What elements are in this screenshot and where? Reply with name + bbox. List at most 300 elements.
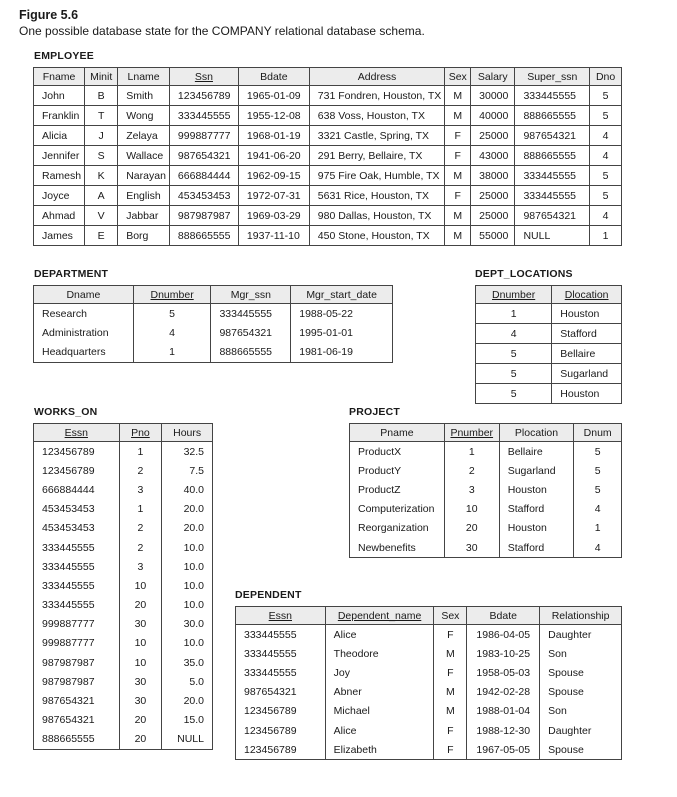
- table-cell: 55000: [471, 226, 515, 246]
- table-cell: 25000: [471, 186, 515, 206]
- table-cell: 987987987: [169, 206, 238, 226]
- table-cell: 1: [119, 500, 162, 519]
- table-row: [476, 344, 622, 364]
- table-cell: 333445555: [34, 538, 120, 557]
- project-table: [349, 423, 622, 558]
- table-cell: 20: [119, 596, 162, 615]
- table-cell: Spouse: [540, 740, 622, 760]
- table-cell: 10.0: [162, 538, 213, 557]
- table-cell: 987654321: [34, 711, 120, 730]
- table-cell: Houston: [499, 480, 574, 499]
- table-cell: 1955-12-08: [238, 106, 309, 126]
- table-row: [34, 206, 622, 226]
- table-cell: 35.0: [162, 653, 213, 672]
- table-cell: 2: [119, 538, 162, 557]
- table-cell: Smith: [118, 86, 170, 106]
- table-cell: M: [445, 166, 471, 186]
- table-cell: 333445555: [515, 186, 590, 206]
- table-cell: 3: [444, 480, 499, 499]
- table-cell: 333445555: [236, 644, 326, 663]
- table-cell: A: [85, 186, 118, 206]
- table-cell: 40.0: [162, 480, 213, 499]
- table-cell: 888665555: [211, 342, 291, 362]
- table-cell: 123456789: [34, 442, 120, 462]
- table-cell: 1988-01-04: [467, 702, 540, 721]
- table-cell: 5: [476, 344, 552, 364]
- table-cell: 1941-06-20: [238, 146, 309, 166]
- table-row: [236, 702, 622, 721]
- column-header: Dnum: [574, 424, 622, 442]
- table-cell: Headquarters: [34, 342, 134, 362]
- table-cell: Administration: [34, 323, 134, 342]
- table-row: [34, 576, 213, 595]
- table-row: [34, 730, 213, 750]
- table-row: [34, 634, 213, 653]
- table-cell: Sugarland: [552, 364, 622, 384]
- table-cell: 1: [574, 519, 622, 538]
- table-cell: B: [85, 86, 118, 106]
- column-header: Super_ssn: [515, 68, 590, 86]
- table-cell: 20.0: [162, 519, 213, 538]
- table-cell: 1942-02-28: [467, 683, 540, 702]
- table-cell: 888665555: [515, 106, 590, 126]
- table-cell: Alice: [325, 721, 434, 740]
- table-cell: F: [445, 186, 471, 206]
- table-cell: 7.5: [162, 461, 213, 480]
- column-header: Dnumber: [476, 286, 552, 304]
- table-cell: 975 Fire Oak, Humble, TX: [309, 166, 445, 186]
- table-cell: 10: [444, 500, 499, 519]
- table-cell: J: [85, 126, 118, 146]
- table-cell: 333445555: [236, 625, 326, 645]
- table-cell: 1983-10-25: [467, 644, 540, 663]
- table-cell: 40000: [471, 106, 515, 126]
- column-header: Essn: [34, 424, 120, 442]
- table-cell: 1937-11-10: [238, 226, 309, 246]
- table-cell: 638 Voss, Houston, TX: [309, 106, 445, 126]
- table-row: [350, 538, 622, 558]
- table-cell: Newbenefits: [350, 538, 445, 558]
- table-cell: F: [445, 146, 471, 166]
- table-cell: Houston: [552, 384, 622, 404]
- table-cell: 5: [590, 106, 622, 126]
- table-cell: Joyce: [34, 186, 85, 206]
- table-cell: Borg: [118, 226, 170, 246]
- table-cell: 666884444: [169, 166, 238, 186]
- table-cell: 5: [590, 166, 622, 186]
- table-cell: 1995-01-01: [291, 323, 393, 342]
- table-cell: 1: [476, 304, 552, 324]
- table-cell: 3: [119, 480, 162, 499]
- table-cell: 4: [476, 324, 552, 344]
- table-cell: 1: [119, 442, 162, 462]
- column-header: Essn: [236, 607, 326, 625]
- table-cell: 987654321: [169, 146, 238, 166]
- column-header: Dno: [590, 68, 622, 86]
- table-cell: M: [434, 702, 467, 721]
- department-table-title: DEPARTMENT: [34, 268, 109, 280]
- table-cell: 333445555: [34, 596, 120, 615]
- table-cell: 1: [444, 442, 499, 462]
- table-row: [476, 324, 622, 344]
- table-cell: 1958-05-03: [467, 663, 540, 682]
- table-cell: 453453453: [34, 500, 120, 519]
- table-cell: 10: [119, 634, 162, 653]
- table-cell: 20: [119, 711, 162, 730]
- column-header: Salary: [471, 68, 515, 86]
- table-cell: E: [85, 226, 118, 246]
- table-cell: 38000: [471, 166, 515, 186]
- table-cell: 333445555: [169, 106, 238, 126]
- table-cell: Spouse: [540, 663, 622, 682]
- table-cell: 333445555: [515, 166, 590, 186]
- table-cell: 1: [133, 342, 211, 362]
- table-cell: M: [445, 226, 471, 246]
- table-cell: 123456789: [236, 721, 326, 740]
- table-cell: 123456789: [236, 740, 326, 760]
- table-cell: 453453453: [34, 519, 120, 538]
- table-row: [350, 480, 622, 499]
- table-cell: 980 Dallas, Houston, TX: [309, 206, 445, 226]
- column-header: Mgr_ssn: [211, 286, 291, 304]
- employee-table-title: EMPLOYEE: [34, 50, 94, 62]
- table-cell: 4: [574, 538, 622, 558]
- table-cell: 5.0: [162, 672, 213, 691]
- table-cell: M: [445, 106, 471, 126]
- table-cell: John: [34, 86, 85, 106]
- table-cell: Daughter: [540, 625, 622, 645]
- table-cell: 5: [476, 384, 552, 404]
- table-cell: 30: [119, 691, 162, 710]
- table-cell: 5: [590, 186, 622, 206]
- table-cell: 123456789: [34, 461, 120, 480]
- table-cell: Computerization: [350, 500, 445, 519]
- table-cell: English: [118, 186, 170, 206]
- table-cell: James: [34, 226, 85, 246]
- employee-table: [33, 67, 622, 246]
- table-cell: Stafford: [499, 500, 574, 519]
- table-cell: 987654321: [211, 323, 291, 342]
- table-cell: Stafford: [499, 538, 574, 558]
- table-cell: Bellaire: [499, 442, 574, 462]
- header-row: [34, 286, 393, 304]
- column-header: Relationship: [540, 607, 622, 625]
- table-cell: 10.0: [162, 576, 213, 595]
- table-cell: 5: [574, 480, 622, 499]
- table-cell: Wong: [118, 106, 170, 126]
- table-cell: F: [434, 663, 467, 682]
- column-header: Hours: [162, 424, 213, 442]
- table-cell: 4: [574, 500, 622, 519]
- table-cell: 10.0: [162, 557, 213, 576]
- column-header: Lname: [118, 68, 170, 86]
- table-row: [34, 653, 213, 672]
- table-cell: ProductZ: [350, 480, 445, 499]
- table-cell: 123456789: [236, 702, 326, 721]
- table-cell: 453453453: [169, 186, 238, 206]
- table-cell: 1968-01-19: [238, 126, 309, 146]
- table-row: [34, 557, 213, 576]
- table-cell: 291 Berry, Bellaire, TX: [309, 146, 445, 166]
- table-cell: 987654321: [515, 126, 590, 146]
- table-cell: 1972-07-31: [238, 186, 309, 206]
- table-cell: 987987987: [34, 653, 120, 672]
- column-header: Pname: [350, 424, 445, 442]
- table-cell: Ahmad: [34, 206, 85, 226]
- table-row: [34, 442, 213, 462]
- table-cell: 5: [574, 461, 622, 480]
- header-row: [476, 286, 622, 304]
- column-header: Dnumber: [133, 286, 211, 304]
- table-cell: 25000: [471, 126, 515, 146]
- table-cell: 10.0: [162, 634, 213, 653]
- table-cell: 888665555: [169, 226, 238, 246]
- table-cell: 4: [133, 323, 211, 342]
- table-row: [34, 461, 213, 480]
- table-cell: 3321 Castle, Spring, TX: [309, 126, 445, 146]
- department-table: [33, 285, 393, 363]
- table-row: [34, 342, 393, 362]
- table-row: [350, 519, 622, 538]
- table-cell: Bellaire: [552, 344, 622, 364]
- table-cell: 731 Fondren, Houston, TX: [309, 86, 445, 106]
- table-cell: 333445555: [211, 304, 291, 324]
- table-row: [34, 500, 213, 519]
- table-cell: 1962-09-15: [238, 166, 309, 186]
- table-cell: 1988-12-30: [467, 721, 540, 740]
- table-cell: Research: [34, 304, 134, 324]
- table-row: [236, 721, 622, 740]
- table-cell: Wallace: [118, 146, 170, 166]
- table-cell: 333445555: [515, 86, 590, 106]
- table-cell: NULL: [162, 730, 213, 750]
- table-cell: 987654321: [236, 683, 326, 702]
- table-row: [34, 615, 213, 634]
- table-row: [236, 740, 622, 760]
- table-row: [236, 663, 622, 682]
- table-cell: F: [434, 625, 467, 645]
- table-cell: 333445555: [34, 557, 120, 576]
- dependent-table: [235, 606, 622, 760]
- table-cell: 333445555: [236, 663, 326, 682]
- table-cell: 30: [119, 615, 162, 634]
- table-row: [476, 384, 622, 404]
- table-row: [34, 323, 393, 342]
- table-cell: Theodore: [325, 644, 434, 663]
- table-cell: 10.0: [162, 596, 213, 615]
- table-cell: Spouse: [540, 683, 622, 702]
- table-cell: F: [445, 126, 471, 146]
- table-cell: Houston: [499, 519, 574, 538]
- table-cell: 4: [590, 206, 622, 226]
- table-cell: 32.5: [162, 442, 213, 462]
- table-cell: Sugarland: [499, 461, 574, 480]
- table-cell: Son: [540, 702, 622, 721]
- table-cell: Jennifer: [34, 146, 85, 166]
- column-header: Mgr_start_date: [291, 286, 393, 304]
- table-cell: Franklin: [34, 106, 85, 126]
- table-cell: 2: [119, 461, 162, 480]
- table-row: [34, 106, 622, 126]
- dependent-table-title: DEPENDENT: [235, 589, 302, 601]
- column-header: Pnumber: [444, 424, 499, 442]
- table-cell: 4: [590, 126, 622, 146]
- table-cell: 999887777: [34, 634, 120, 653]
- column-header: Sex: [445, 68, 471, 86]
- table-cell: 987987987: [34, 672, 120, 691]
- table-cell: 5: [590, 86, 622, 106]
- table-cell: 10: [119, 576, 162, 595]
- table-cell: 2: [444, 461, 499, 480]
- column-header: Dependent_name: [325, 607, 434, 625]
- column-header: Sex: [434, 607, 467, 625]
- header-row: [236, 607, 622, 625]
- table-row: [34, 166, 622, 186]
- table-cell: 20: [119, 730, 162, 750]
- table-cell: ProductX: [350, 442, 445, 462]
- table-cell: 20.0: [162, 691, 213, 710]
- table-cell: F: [434, 721, 467, 740]
- dept-locations-table-title: DEPT_LOCATIONS: [475, 268, 573, 280]
- table-cell: 5: [574, 442, 622, 462]
- table-row: [236, 683, 622, 702]
- table-cell: 5: [133, 304, 211, 324]
- table-cell: M: [434, 683, 467, 702]
- table-cell: 987654321: [34, 691, 120, 710]
- table-cell: 30: [119, 672, 162, 691]
- table-row: [236, 625, 622, 645]
- table-cell: Daughter: [540, 721, 622, 740]
- table-cell: 1981-06-19: [291, 342, 393, 362]
- table-row: [476, 364, 622, 384]
- table-cell: Narayan: [118, 166, 170, 186]
- table-cell: 20.0: [162, 500, 213, 519]
- table-row: [34, 691, 213, 710]
- table-row: [34, 226, 622, 246]
- table-cell: 888665555: [515, 146, 590, 166]
- table-cell: NULL: [515, 226, 590, 246]
- table-row: [34, 596, 213, 615]
- table-row: [34, 480, 213, 499]
- table-row: [350, 500, 622, 519]
- table-cell: V: [85, 206, 118, 226]
- table-cell: Jabbar: [118, 206, 170, 226]
- table-cell: M: [445, 206, 471, 226]
- column-header: Dname: [34, 286, 134, 304]
- table-row: [34, 126, 622, 146]
- header-row: [34, 68, 622, 86]
- table-row: [34, 146, 622, 166]
- table-cell: K: [85, 166, 118, 186]
- column-header: Address: [309, 68, 445, 86]
- column-header: Plocation: [499, 424, 574, 442]
- table-cell: 30000: [471, 86, 515, 106]
- works-on-table-title: WORKS_ON: [34, 406, 98, 418]
- table-cell: Elizabeth: [325, 740, 434, 760]
- table-row: [34, 86, 622, 106]
- table-cell: 4: [590, 146, 622, 166]
- table-cell: 999887777: [169, 126, 238, 146]
- table-cell: Alicia: [34, 126, 85, 146]
- table-cell: Abner: [325, 683, 434, 702]
- table-row: [34, 519, 213, 538]
- table-cell: Alice: [325, 625, 434, 645]
- table-cell: ProductY: [350, 461, 445, 480]
- table-cell: 5631 Rice, Houston, TX: [309, 186, 445, 206]
- table-cell: 999887777: [34, 615, 120, 634]
- table-cell: M: [445, 86, 471, 106]
- table-cell: F: [434, 740, 467, 760]
- table-cell: 1986-04-05: [467, 625, 540, 645]
- column-header: Minit: [85, 68, 118, 86]
- table-cell: 20: [444, 519, 499, 538]
- table-cell: Ramesh: [34, 166, 85, 186]
- table-cell: 5: [476, 364, 552, 384]
- table-cell: Michael: [325, 702, 434, 721]
- table-row: [34, 711, 213, 730]
- header-row: [34, 424, 213, 442]
- table-cell: 1967-05-05: [467, 740, 540, 760]
- column-header: Dlocation: [552, 286, 622, 304]
- table-cell: 3: [119, 557, 162, 576]
- table-cell: 10: [119, 653, 162, 672]
- table-row: [350, 442, 622, 462]
- table-cell: Zelaya: [118, 126, 170, 146]
- table-row: [236, 644, 622, 663]
- header-row: [350, 424, 622, 442]
- table-cell: 666884444: [34, 480, 120, 499]
- table-cell: 1965-01-09: [238, 86, 309, 106]
- table-cell: T: [85, 106, 118, 126]
- project-table-title: PROJECT: [349, 406, 400, 418]
- table-cell: 1969-03-29: [238, 206, 309, 226]
- table-row: [476, 304, 622, 324]
- table-cell: 1988-05-22: [291, 304, 393, 324]
- table-cell: S: [85, 146, 118, 166]
- table-cell: Son: [540, 644, 622, 663]
- column-header: Fname: [34, 68, 85, 86]
- dept-locations-table: [475, 285, 622, 404]
- table-cell: Houston: [552, 304, 622, 324]
- table-row: [34, 304, 393, 324]
- table-cell: 450 Stone, Houston, TX: [309, 226, 445, 246]
- table-cell: 2: [119, 519, 162, 538]
- table-row: [34, 672, 213, 691]
- table-cell: Reorganization: [350, 519, 445, 538]
- column-header: Pno: [119, 424, 162, 442]
- table-cell: Joy: [325, 663, 434, 682]
- table-cell: 15.0: [162, 711, 213, 730]
- table-cell: 333445555: [34, 576, 120, 595]
- column-header: Bdate: [238, 68, 309, 86]
- table-row: [350, 461, 622, 480]
- works-on-table: [33, 423, 213, 750]
- table-cell: 25000: [471, 206, 515, 226]
- table-row: [34, 186, 622, 206]
- column-header: Bdate: [467, 607, 540, 625]
- table-cell: Stafford: [552, 324, 622, 344]
- table-cell: 30.0: [162, 615, 213, 634]
- table-row: [34, 538, 213, 557]
- figure-caption: One possible database state for the COMPANY relational database schema.: [19, 24, 425, 38]
- table-cell: 43000: [471, 146, 515, 166]
- figure-title: Figure 5.6: [19, 8, 79, 22]
- column-header: Ssn: [169, 68, 238, 86]
- table-cell: 1: [590, 226, 622, 246]
- table-cell: 30: [444, 538, 499, 558]
- table-cell: 123456789: [169, 86, 238, 106]
- table-cell: M: [434, 644, 467, 663]
